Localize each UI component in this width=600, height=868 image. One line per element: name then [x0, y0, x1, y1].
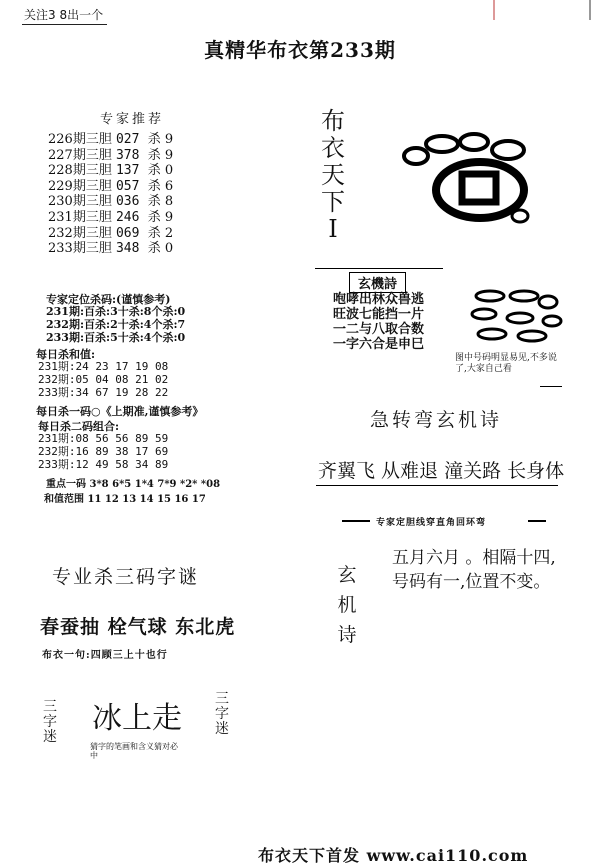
- list-item: 一二与八取合数: [333, 322, 425, 337]
- table-row: 232期三胆 069 杀 2: [48, 225, 174, 241]
- dingwei-heading: 专家定位杀码:(谨慎参考): [46, 293, 171, 306]
- table-row: 229期三胆 057 杀 6: [48, 178, 174, 194]
- riddle-hint: 猜字的笔画和含义猜对必中: [90, 742, 178, 760]
- ring-illustration: [462, 288, 566, 348]
- experts-table: [48, 132, 173, 257]
- table-row: 231期三胆 246 杀 9: [48, 209, 174, 225]
- list-item: 233期:34 67 19 28 22: [38, 386, 169, 399]
- table-row: 227期三胆 378 杀 9: [48, 147, 174, 163]
- top-note: 关注3 8出一个: [22, 6, 107, 25]
- xuanji-lines: [333, 292, 424, 352]
- coin-illustration: [396, 128, 536, 228]
- xjs-vertical-label: 玄机诗: [337, 564, 357, 646]
- ermazuhe-lines: [38, 432, 168, 471]
- buyi-vertical-title: 布衣天下I: [321, 107, 345, 243]
- yima-heading: 每日杀一码○《上期准,谨慎参考》: [36, 405, 204, 418]
- right-vertical-label: 三字迷: [215, 691, 229, 737]
- experts-heading: 专家推荐: [100, 112, 165, 127]
- footer-text: 布衣天下首发 www.cai110.com: [258, 846, 529, 865]
- zhongdian-line: 重点一码 3*8 6*5 1*4 7*9 *2* *08: [46, 479, 221, 490]
- list-item: 五月六月 。相隔十四,: [392, 548, 556, 568]
- hezhi-heading: 每日杀和值:: [36, 348, 96, 361]
- hezhi-range-line: 和值范围 11 12 13 14 15 16 17: [44, 494, 206, 505]
- top-right-border-marks: [480, 0, 600, 22]
- poem-lines: [392, 546, 556, 594]
- list-item: 232期:05 04 08 21 02: [38, 373, 169, 386]
- list-item: 233期:百杀:5十杀:4个杀:0: [46, 331, 186, 344]
- table-row: 233期三胆 348 杀 0: [48, 241, 174, 257]
- riddle-words: 春蚕抽 栓气球 东北虎: [40, 616, 236, 638]
- table-row: 228期三胆 137 杀 0: [48, 163, 174, 179]
- ermazuhe-heading: 每日杀二码组合:: [38, 420, 120, 433]
- list-item: 一字六合是申巳: [333, 337, 425, 352]
- left-vertical-label: 三字迷: [43, 699, 57, 745]
- table-row: 226期三胆 027 杀 9: [48, 132, 174, 147]
- page-title: 真精华布衣第233期: [204, 38, 396, 62]
- list-item: 231期:08 56 56 89 59: [38, 432, 169, 445]
- buyi-line: 布衣一句:四顾三上十也行: [42, 650, 168, 661]
- list-item: 号码有一,位置不变。: [392, 572, 551, 592]
- list-item: 233期:12 49 58 34 89: [38, 458, 169, 471]
- list-item: 232期:16 89 38 17 69: [38, 445, 169, 458]
- list-item: 232期:百杀:2十杀:4个杀:7: [46, 318, 186, 331]
- big-riddle-word: 冰上走: [92, 701, 182, 736]
- qiyi-line: 齐翼飞 从难退 潼关路 长身体: [318, 460, 565, 482]
- hezhi-lines: [38, 360, 168, 399]
- list-item: 231期:百杀:3十杀:8个杀:0: [46, 305, 186, 318]
- list-item: 231期:24 23 17 19 08: [38, 360, 169, 373]
- list-item: 旺波七能挡一片: [333, 307, 425, 322]
- riddle-heading: 专业杀三码字谜: [52, 566, 200, 588]
- table-row: 230期三胆 036 杀 8: [48, 194, 174, 210]
- dingwei-lines: [46, 305, 185, 344]
- dingdan-line: 专家定胆线穿直角回环弯: [376, 518, 487, 528]
- xuanji-note: 图中号码明显易见,不多说了,大家自己看: [455, 353, 557, 374]
- xuanji-title: 玄機詩: [349, 272, 406, 293]
- list-item: 咆哮出林众兽逃: [333, 292, 425, 307]
- jizhuan-heading: 急转弯玄机诗: [370, 409, 503, 431]
